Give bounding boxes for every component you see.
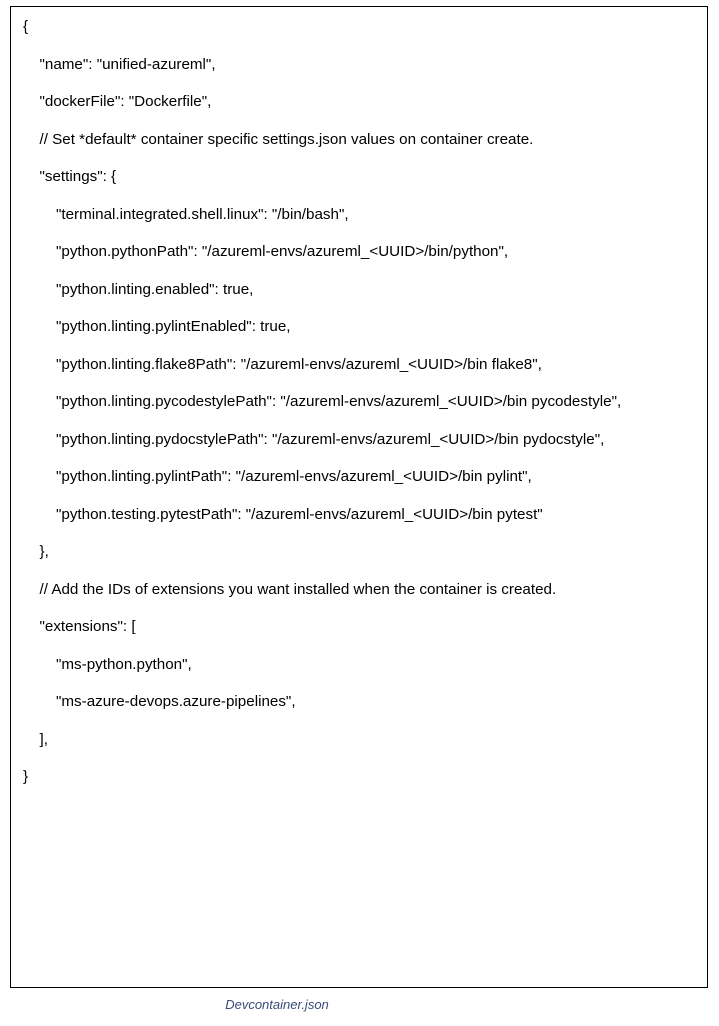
code-line: "dockerFile": "Dockerfile", <box>39 93 212 110</box>
code-line: "name": "unified-azureml", <box>39 55 216 73</box>
code-comment-line: // Add the IDs of extensions you want installed when the container is created. <box>39 580 557 598</box>
code-line: } <box>23 768 29 785</box>
code-document <box>10 6 708 988</box>
code-line: "ms-azure-devops.azure-pipelines", <box>56 693 296 710</box>
code-line: { <box>23 18 29 35</box>
code-line: "terminal.integrated.shell.linux": "/bin/bash", <box>56 205 349 223</box>
code-line: "python.linting.pylintEnabled": true, <box>56 318 291 335</box>
code-line: "python.linting.pydocstylePath": "/azureml-envs/azureml_<UUID>/bin pydocstyle", <box>56 430 605 448</box>
code-line: "python.linting.enabled": true, <box>56 280 254 298</box>
code-line: "python.testing.pytestPath": "/azureml-envs/azureml_<UUID>/bin pytest" <box>56 505 543 523</box>
code-line: }, <box>39 543 49 560</box>
code-line: "extensions": [ <box>39 618 136 635</box>
code-line: ], <box>39 730 48 748</box>
code-line: "ms-python.python", <box>56 655 192 673</box>
code-line: "settings": { <box>39 168 117 185</box>
code-line: "python.linting.pylintPath": "/azureml-envs/azureml_<UUID>/bin pylint", <box>56 468 532 485</box>
code-comment-line: // Set *default* container specific settings.json values on container create. <box>39 130 534 148</box>
code-line: "python.linting.flake8Path": "/azureml-envs/azureml_<UUID>/bin flake8", <box>56 355 542 373</box>
figure-caption: Devcontainer.json <box>225 997 329 1012</box>
code-line: "python.pythonPath": "/azureml-envs/azureml_<UUID>/bin/python", <box>56 243 509 260</box>
code-line: "python.linting.pycodestylePath": "/azureml-envs/azureml_<UUID>/bin pycodestyle", <box>56 393 622 410</box>
